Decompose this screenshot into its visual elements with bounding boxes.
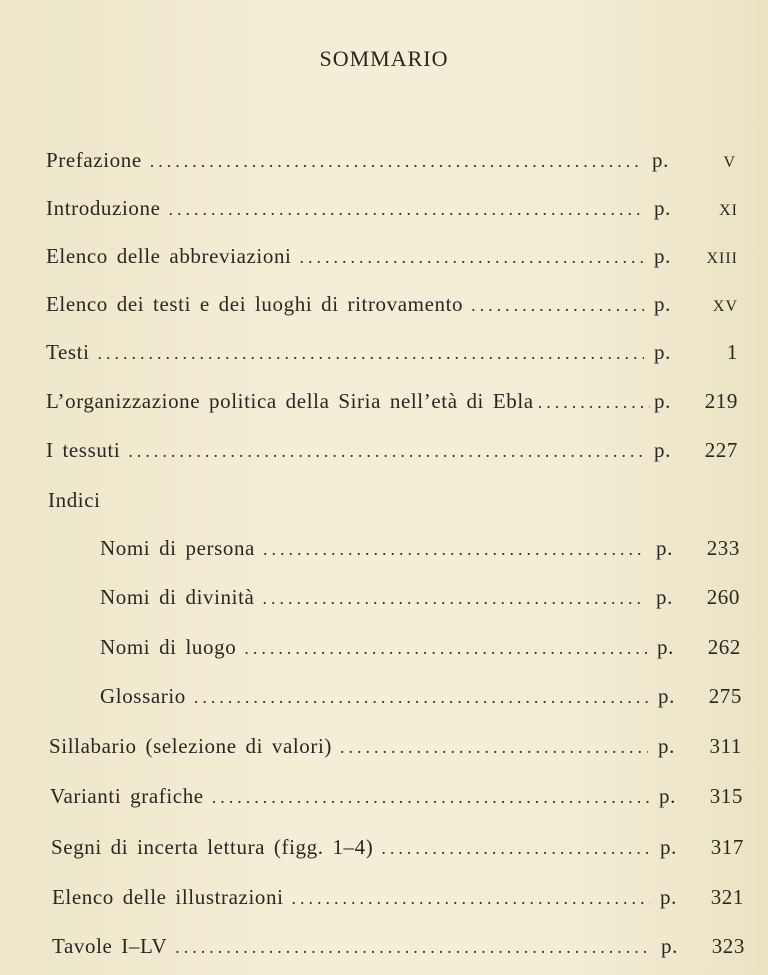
dot-leader: [262, 588, 646, 609]
page-number: 1: [726, 340, 738, 364]
dot-leader: [98, 343, 644, 364]
toc-entry-nomi-divinita: [100, 585, 740, 610]
toc-entry-label: Sillabario (selezione di valori): [49, 734, 333, 758]
page-number: XI: [719, 202, 738, 219]
toc-entry-label: Elenco dei testi e dei luoghi di ritrovamento: [46, 292, 464, 316]
page-number: XV: [712, 298, 738, 315]
page-abbrev: p.: [658, 734, 675, 758]
page-abbrev: p.: [660, 885, 677, 909]
page-number: 315: [709, 784, 743, 808]
page-abbrev: p.: [654, 244, 671, 268]
page-abbrev: p.: [656, 536, 673, 560]
toc-entry-label: Segni di incerta lettura (figg. 1–4): [51, 835, 374, 859]
toc-entry-label: Varianti grafiche: [50, 784, 204, 808]
page-number: XIII: [706, 250, 738, 267]
toc-entry-label: Nomi di persona: [100, 536, 255, 560]
page-number: 323: [711, 934, 745, 958]
dot-leader: [340, 737, 648, 758]
toc-entry-nomi-persona: [100, 536, 740, 561]
toc-entry-label: Nomi di luogo: [100, 635, 237, 659]
toc-section-label: Indici: [48, 488, 101, 512]
dot-leader: [538, 392, 650, 413]
toc-entry-organizzazione: [46, 389, 738, 414]
toc-entry-testi: [46, 340, 738, 365]
dot-leader: [150, 151, 642, 172]
dot-leader: [169, 199, 645, 220]
toc-entry-abbreviazioni: [46, 244, 738, 269]
toc-entry-label: Elenco delle abbreviazioni: [46, 244, 292, 268]
dot-leader: [292, 888, 650, 909]
toc-entry-segni: [51, 835, 744, 860]
toc-entry-sillabario: [49, 734, 742, 759]
page-abbrev: p.: [654, 438, 671, 462]
toc-section-indici: [48, 488, 348, 513]
page-number: 262: [707, 635, 741, 659]
toc-entry-label: Glossario: [100, 684, 186, 708]
page-number: 317: [710, 835, 744, 859]
dot-leader: [194, 687, 648, 708]
dot-leader: [128, 441, 644, 462]
dot-leader: [244, 638, 647, 659]
toc-entry-label: Elenco delle illustrazioni: [52, 885, 284, 909]
page-abbrev: p.: [657, 635, 674, 659]
dot-leader: [263, 539, 646, 560]
page-abbrev: p.: [659, 784, 676, 808]
toc-entry-varianti: [50, 784, 743, 809]
page-number: 227: [704, 438, 738, 462]
page-number: 219: [704, 389, 738, 413]
page-abbrev: p.: [658, 684, 675, 708]
toc-entry-nomi-luogo: [100, 635, 741, 660]
page-number: V: [723, 154, 736, 171]
page-number: 311: [709, 734, 742, 758]
toc-entry-label: Introduzione: [46, 196, 161, 220]
toc-entry-illustrazioni: [52, 885, 744, 910]
toc-entry-label: Testi: [46, 340, 90, 364]
page-abbrev: p.: [656, 585, 673, 609]
toc-entry-label: L’organizzazione politica della Siria nell’età di Ebla: [46, 389, 534, 413]
toc-entry-elenco-testi: [46, 292, 738, 317]
dot-leader: [175, 937, 651, 958]
page-number: 275: [708, 684, 742, 708]
toc-entry-introduzione: [46, 196, 738, 221]
toc-entry-prefazione: [46, 148, 736, 173]
page-abbrev: p.: [654, 389, 671, 413]
page-abbrev: p.: [654, 196, 671, 220]
toc-entry-label: Prefazione: [46, 148, 142, 172]
toc-entry-label: I tessuti: [46, 438, 121, 462]
page-abbrev: p.: [660, 835, 677, 859]
toc-entry-glossario: [100, 684, 742, 709]
toc-entry-tessuti: [46, 438, 738, 463]
page-abbrev: p.: [661, 934, 678, 958]
page-abbrev: p.: [652, 148, 669, 172]
page-number: 233: [706, 536, 740, 560]
toc-entry-label: Nomi di divinità: [100, 585, 255, 609]
dot-leader: [381, 838, 650, 859]
toc-entry-label: Tavole I–LV: [52, 934, 168, 958]
toc-entry-tavole: [52, 934, 745, 959]
page-number: 321: [710, 885, 744, 909]
dot-leader: [471, 295, 644, 316]
page-title: SOMMARIO: [319, 46, 449, 71]
dot-leader: [300, 247, 645, 268]
dot-leader: [212, 787, 649, 808]
page-number: 260: [706, 585, 740, 609]
page-abbrev: p.: [654, 340, 671, 364]
page-abbrev: p.: [654, 292, 671, 316]
